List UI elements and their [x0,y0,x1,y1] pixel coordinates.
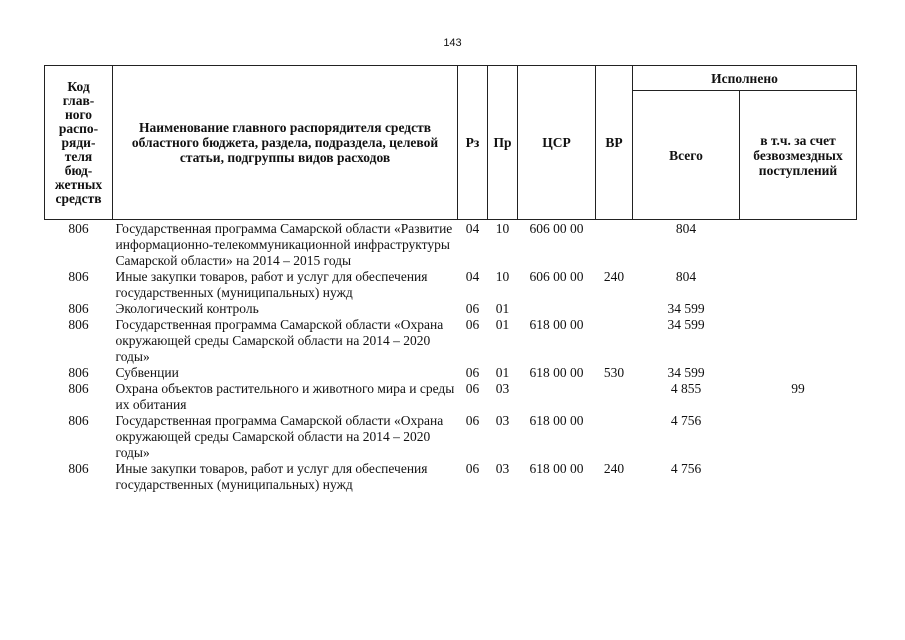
cell-code: 806 [68,301,89,316]
cell-vr [596,220,633,270]
table-row [45,220,857,270]
cell-total: 34 599 [667,365,705,380]
cell-pr: 01 [495,301,510,316]
cell-pr: 01 [495,317,510,332]
table-row [45,317,857,365]
cell-free [740,461,857,493]
cell-csr: 618 00 00 [529,461,584,476]
cell-free [740,220,857,270]
cell-rz: 06 [465,317,480,332]
header-name: Наименование главного распорядителя средств областного бюджета, раздела, подраздела, целевой статьи, подгруппы видов расходов [113,66,458,220]
cell-pr: 03 [495,461,510,476]
page-number: 143 [443,37,462,49]
cell-vr [596,413,633,461]
cell-rz: 06 [465,381,480,396]
cell-csr [518,381,596,413]
cell-pr: 03 [495,413,510,428]
header-free: в т.ч. за счет безвозмездных поступлений [740,91,857,220]
cell-free [740,317,857,365]
cell-name: Государственная программа Самарской области «Развитие информационно-телекоммуникационной инфраструктуры Самарской области» на 2014 – 2015 годы [115,221,453,268]
table-row [45,381,857,413]
cell-total: 804 [675,221,697,236]
cell-csr [518,301,596,317]
cell-pr: 10 [495,269,510,284]
cell-code: 806 [68,317,89,332]
cell-rz: 06 [465,461,480,476]
header-done: Исполнено [633,66,857,91]
cell-vr [596,381,633,413]
cell-name: Государственная программа Самарской области «Охрана окружающей среды Самарской области на 2014 – 2020 годы» [115,413,444,460]
cell-total: 34 599 [667,317,705,332]
cell-csr: 618 00 00 [529,317,584,332]
cell-free [740,269,857,301]
cell-rz: 06 [465,301,480,316]
cell-csr: 618 00 00 [529,413,584,428]
cell-code: 806 [68,381,89,396]
table-row [45,413,857,461]
budget-execution-table [44,65,857,493]
table-row [45,365,857,381]
header-total: Всего [633,91,740,220]
table-header [45,66,857,220]
cell-code: 806 [68,461,89,476]
cell-csr: 618 00 00 [529,365,584,380]
cell-name: Субвенции [115,365,179,380]
cell-total: 34 599 [667,301,705,316]
header-csr: ЦСР [518,66,596,220]
header-code: Код глав- ного распо- ряди- теля бюд- жетных средств [45,66,113,220]
cell-pr: 01 [495,365,510,380]
cell-code: 806 [68,221,89,236]
cell-pr: 03 [495,381,510,396]
cell-free: 99 [791,381,805,396]
cell-rz: 06 [465,413,480,428]
cell-name: Иные закупки товаров, работ и услуг для обеспечения государственных (муниципальных) нужд [115,461,428,492]
table-body [45,220,857,494]
header-pr: Пр [488,66,518,220]
cell-total: 4 756 [670,461,702,476]
table-row [45,461,857,493]
cell-code: 806 [68,365,89,380]
cell-rz: 04 [465,221,480,236]
cell-rz: 04 [465,269,480,284]
cell-total: 4 756 [670,413,702,428]
cell-code: 806 [68,413,89,428]
cell-free [740,413,857,461]
cell-name: Иные закупки товаров, работ и услуг для обеспечения государственных (муниципальных) нужд [115,269,428,300]
cell-name: Государственная программа Самарской области «Охрана окружающей среды Самарской области на 2014 – 2020 годы» [115,317,444,364]
cell-code: 806 [68,269,89,284]
cell-total: 804 [675,269,697,284]
cell-csr: 606 00 00 [529,269,584,284]
cell-vr [596,301,633,317]
cell-csr: 606 00 00 [529,221,584,236]
header-rz: Рз [458,66,488,220]
cell-total: 4 855 [670,381,702,396]
cell-free [740,301,857,317]
cell-free [740,365,857,381]
table-row [45,269,857,301]
cell-vr: 240 [603,269,625,284]
cell-vr: 240 [603,461,625,476]
header-vr: ВР [596,66,633,220]
table-row [45,301,857,317]
cell-name: Экологический контроль [115,301,259,316]
cell-name: Охрана объектов растительного и животного мира и среды их обитания [115,381,455,412]
cell-pr: 10 [495,221,510,236]
cell-vr [596,317,633,365]
cell-vr: 530 [603,365,625,380]
cell-rz: 06 [465,365,480,380]
